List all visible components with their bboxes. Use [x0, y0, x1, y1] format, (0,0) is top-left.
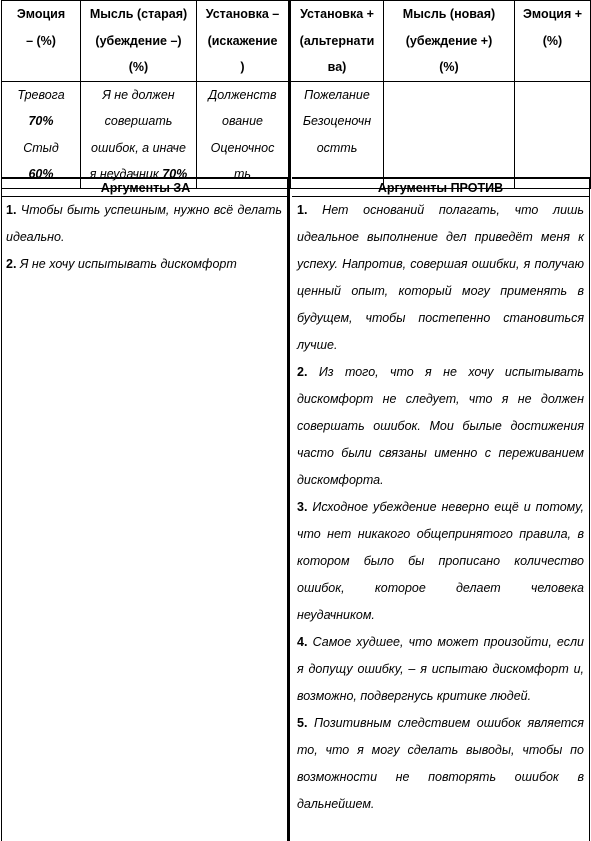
column-divider	[287, 177, 290, 841]
table-header-row	[2, 1, 591, 82]
table-data-row	[2, 81, 591, 188]
argument-against-item: 3. Исходное убеждение неверно ещё и потому, что нет никакого общепринятого правила, в котором было бы прописано количество ошибок, которое делает человека неудачником.	[297, 500, 584, 622]
cell-thought-new	[384, 81, 515, 188]
argument-against-item: 2. Из того, что я не хочу испытывать дискомфорт не следует, что я не должен совершать ошибок. Мои былые достижения часто были связаны именно с переживанием дискомфорта.	[297, 365, 584, 487]
header-distortion: Установка – (искажение )	[197, 1, 290, 82]
thought-record-table	[1, 0, 591, 189]
cell-emotion-old: Тревога 70% Стыд 60%	[2, 81, 81, 188]
header-thought-new: Мысль (новая) (убеждение +) (%)	[384, 1, 515, 82]
arguments-against-list	[297, 197, 584, 818]
cell-emotion-new	[515, 81, 591, 188]
cell-alternative: Пожелание Безоценочн остть	[290, 81, 384, 188]
arguments-for-list	[6, 197, 282, 278]
header-emotion-old: Эмоция – (%)	[2, 1, 81, 82]
header-thought-old: Мысль (старая) (убеждение –) (%)	[81, 1, 197, 82]
cell-distortion: Долженств ование Оценочнос ть	[197, 81, 290, 188]
argument-against-item: 1. Нет оснований полагать, что лишь идеальное выполнение дел приведёт меня к успеху. Напротив, совершая ошибки, я получаю ценный опыт, который могу применять в будущем, чтобы постепенно становиться лучше.	[297, 203, 584, 352]
argument-against-item: 4. Самое худшее, что может произойти, если я допущу ошибку, – я испытаю дискомфорт и, возможно, подвергнусь критике людей.	[297, 635, 584, 703]
arguments-against-heading: Аргументы ПРОТИВ	[292, 177, 589, 197]
argument-against-item: 5. Позитивным следствием ошибок является то, что я могу сделать выводы, чтобы по возможности не повторять ошибок в дальнейшем.	[297, 716, 584, 811]
header-emotion-new: Эмоция + (%)	[515, 1, 591, 82]
cell-thought-old: Я не должен совершать ошибок, а иначе я неудачник 70%	[81, 81, 197, 188]
header-alternative: Установка + (альтернати ва)	[290, 1, 384, 82]
argument-for-item: 1. Чтобы быть успешным, нужно всё делать идеально.	[6, 203, 282, 244]
arguments-for-heading: Аргументы ЗА	[2, 177, 289, 197]
argument-for-item: 2. Я не хочу испытывать дискомфорт	[6, 257, 237, 271]
